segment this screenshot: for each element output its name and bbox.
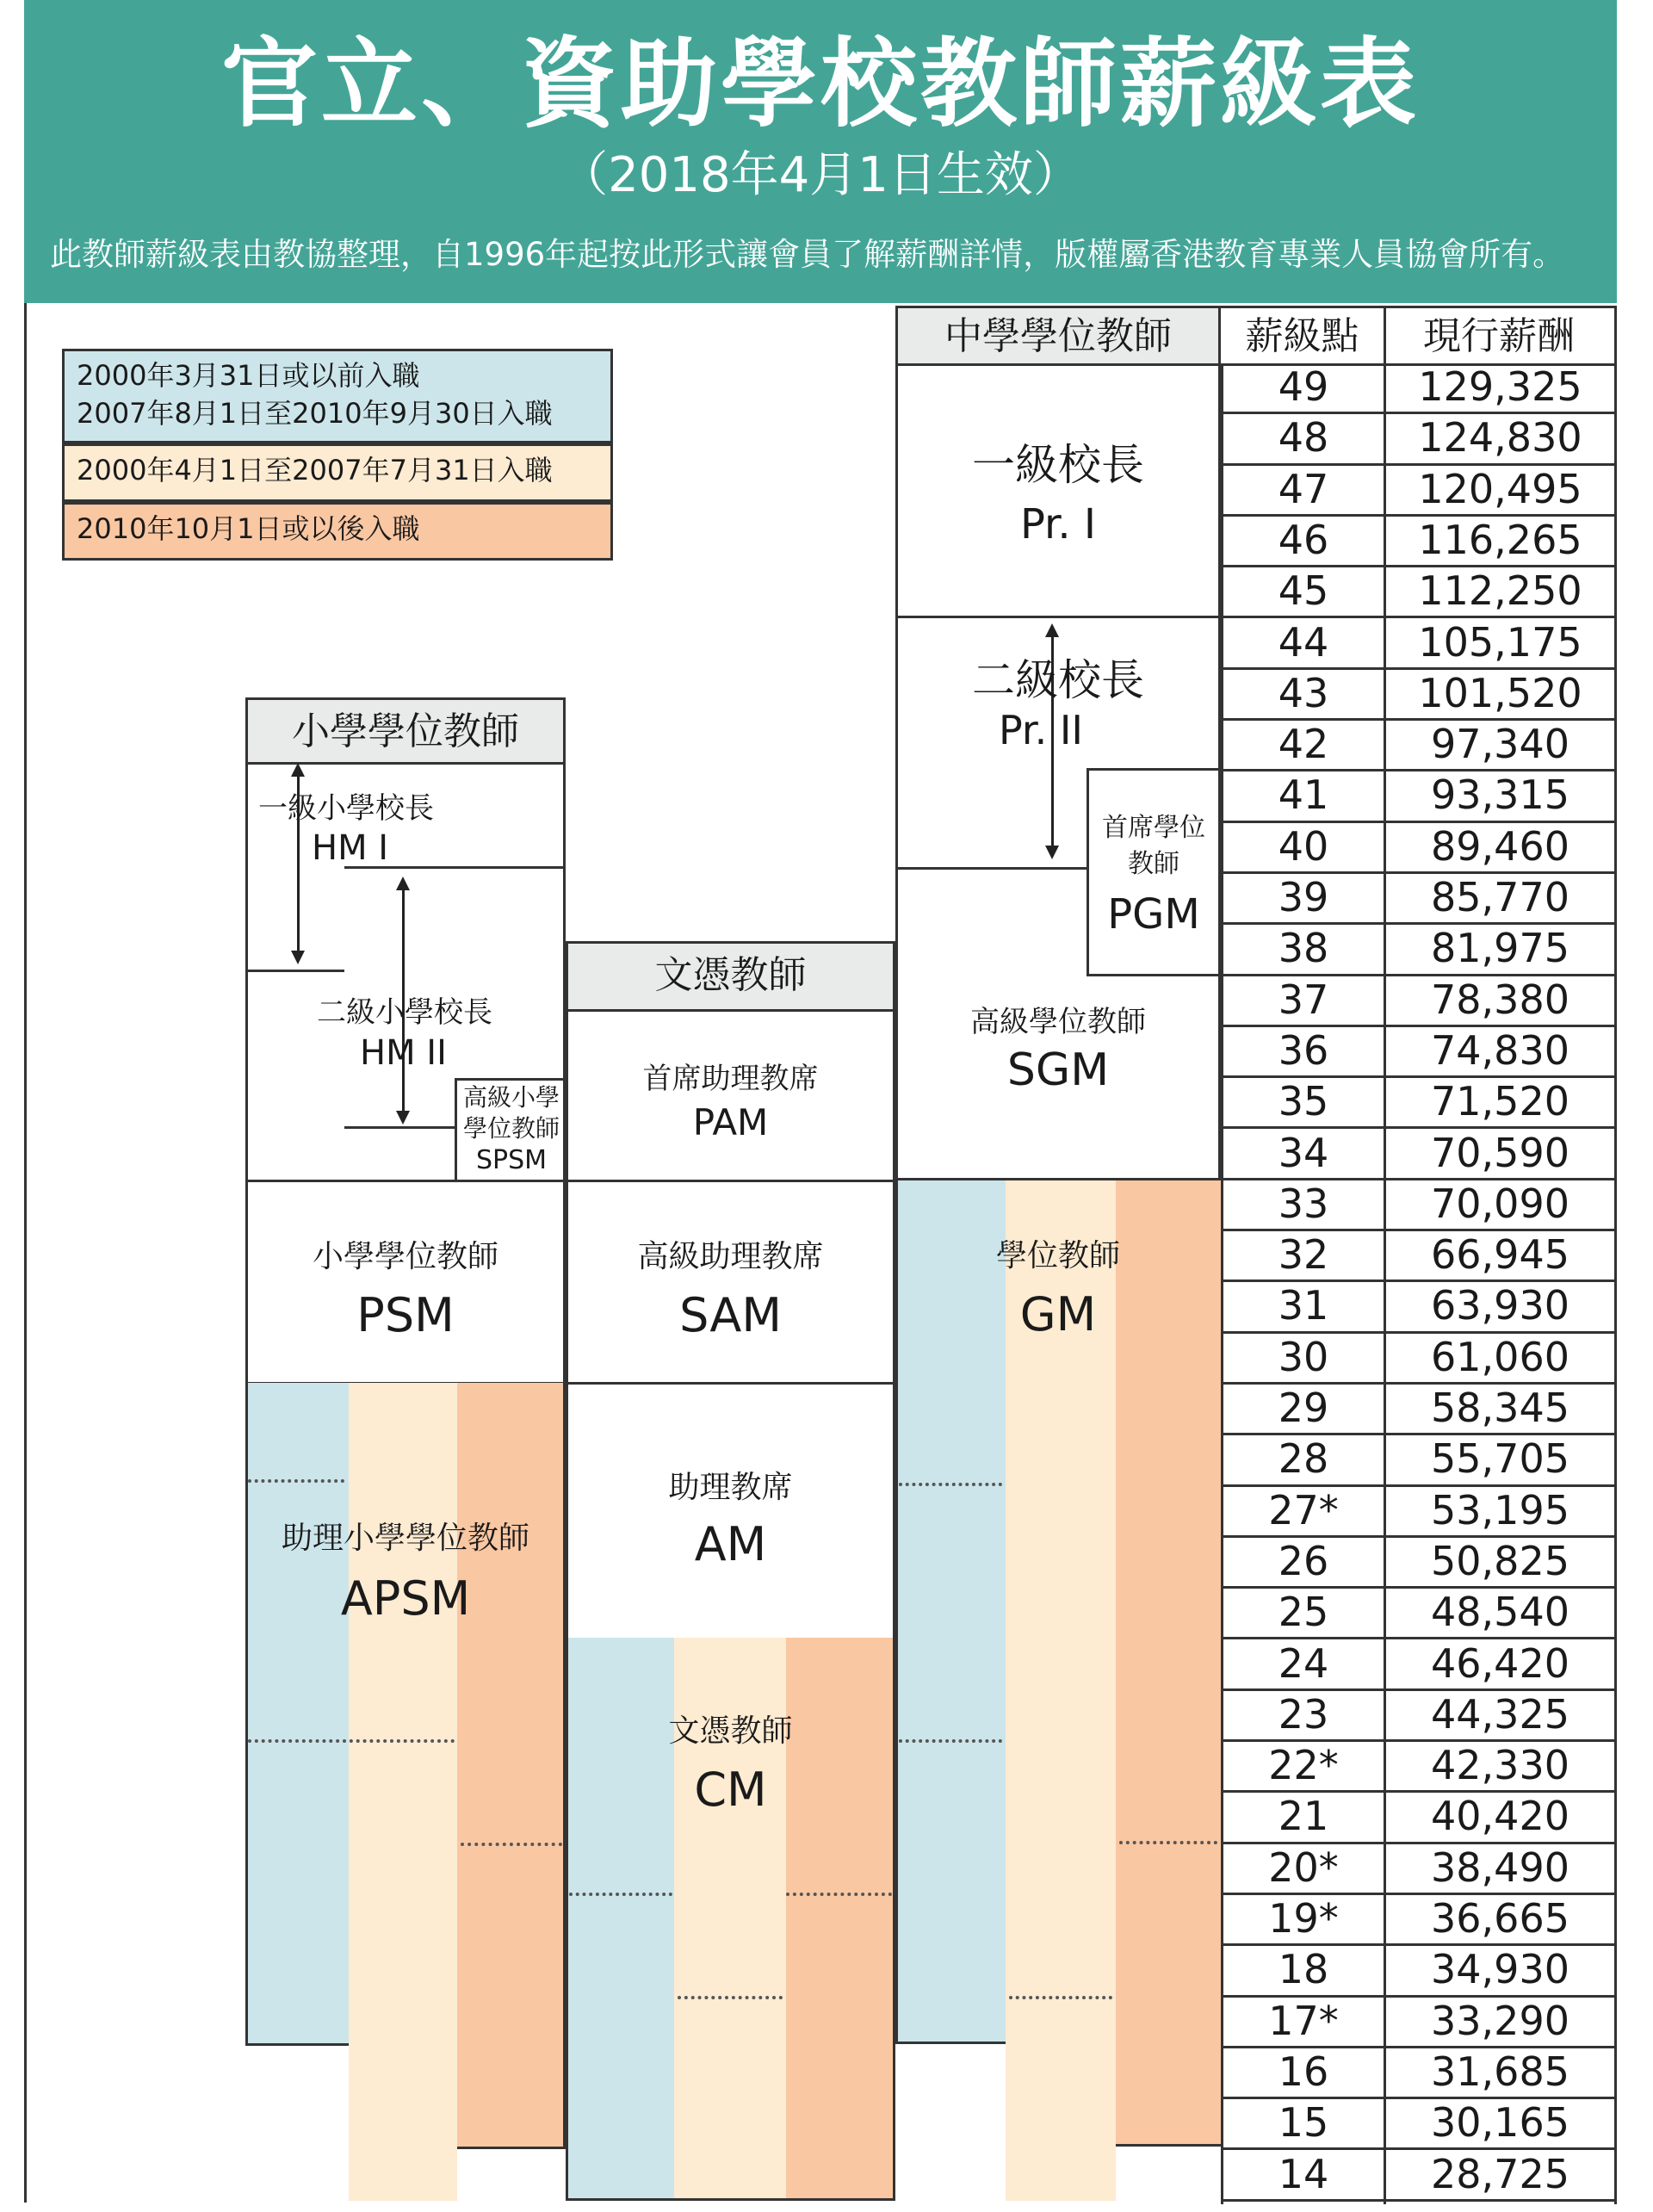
spsm-label-line1: 高級小學 [462, 1083, 560, 1112]
pgm-label-line2: 教師 [1128, 849, 1179, 879]
salary-point-cell: 39 [1223, 874, 1384, 925]
pam-label: 首席助理教席 [642, 1062, 819, 1096]
pr2-code: Pr. II [999, 707, 1083, 753]
gm-code: GM [1019, 1287, 1097, 1341]
secondary-column-header [895, 306, 1221, 366]
legend-text: 2010年10月1日或以後入職 [77, 512, 420, 545]
apsm-label: 助理小學學位教師 [281, 1521, 529, 1556]
legend-item-orange [62, 502, 613, 561]
spsm-code: SPSM [475, 1145, 548, 1175]
pgm-box [1087, 768, 1221, 976]
salary-point-cell: 17* [1223, 1998, 1384, 2048]
salary-amount-cell: 42,330 [1386, 1742, 1614, 1793]
gm-label: 學位教師 [995, 1238, 1120, 1273]
salary-amount-cell: 36,665 [1386, 1895, 1614, 1946]
salary-amount-cell: 85,770 [1386, 874, 1614, 925]
dotted-line [1119, 1841, 1217, 1844]
salary-point-cell: 33 [1223, 1180, 1384, 1231]
sgm-label: 高級學位教師 [970, 1005, 1146, 1039]
sgm-code: SGM [1006, 1044, 1110, 1096]
salary-point-cell: 32 [1223, 1231, 1384, 1282]
dotted-line [1009, 1996, 1112, 1999]
salary-amount-cell: 93,315 [1386, 771, 1614, 822]
salary-amount-cell: 97,340 [1386, 721, 1614, 771]
salary-point-cell: 15 [1223, 2099, 1384, 2150]
salary-point-cell: 29 [1223, 1385, 1384, 1435]
pr2-label: 二級校長 [972, 655, 1144, 705]
apsm-code: APSM [340, 1571, 471, 1626]
salary-amount-cell: 129,325 [1386, 363, 1614, 414]
secondary-column-title: 中學學位教師 [944, 314, 1172, 358]
salary-amount-cell: 44,325 [1386, 1691, 1614, 1742]
salary-point-cell: 36 [1223, 1027, 1384, 1078]
salary-point-cell: 45 [1223, 567, 1384, 618]
pam-code: PAM [692, 1101, 769, 1143]
pgm-label-line1: 首席學位 [1102, 813, 1205, 843]
salary-amount-cell: 70,590 [1386, 1130, 1614, 1180]
am-label: 助理教席 [668, 1470, 793, 1505]
dotted-line [786, 1893, 892, 1896]
salary-point-cell: 46 [1223, 517, 1384, 567]
salary-amount-cell: 81,975 [1386, 925, 1614, 976]
cm-label: 文憑教師 [668, 1713, 793, 1749]
salary-amount-cell: 50,825 [1386, 1538, 1614, 1589]
dotted-line [678, 1996, 783, 1999]
page-title: 官立、資助學校教師薪級表 [221, 28, 1420, 140]
legend-text: 2007年8月1日至2010年9月30日入職 [77, 397, 553, 430]
sam-label: 高級助理教席 [637, 1239, 824, 1274]
divider [895, 867, 1087, 870]
effective-date: （2018年4月1日生效） [560, 147, 1081, 203]
salary-point-cell: 37 [1223, 976, 1384, 1027]
primary-column-title: 小學學位教師 [292, 709, 519, 753]
hm1-code: HM I [312, 828, 389, 868]
hm1-label: 一級小學校長 [258, 791, 434, 826]
psm-label: 小學學位教師 [312, 1239, 498, 1274]
certificated-column-header [566, 941, 895, 1012]
salary-point-cell: 22* [1223, 1742, 1384, 1793]
pgm-code: PGM [1107, 890, 1200, 939]
salary-amount-cell: 34,930 [1386, 1946, 1614, 1997]
divider [245, 970, 344, 972]
divider [566, 2198, 895, 2201]
pr1-box [895, 363, 1221, 618]
spsm-box [455, 1078, 566, 1181]
am-code: AM [694, 1517, 767, 1571]
certificated-column-title: 文憑教師 [654, 953, 807, 997]
salary-point-cell: 16 [1223, 2048, 1384, 2099]
salary-point-cell: 21 [1223, 1793, 1384, 1843]
am-box [566, 1382, 895, 1640]
pr1-label: 一級校長 [972, 440, 1144, 490]
salary-amount-cell: 48,540 [1386, 1589, 1614, 1639]
sam-box [566, 1180, 895, 1385]
dotted-line [248, 1479, 344, 1483]
salary-point-cell: 19* [1223, 1895, 1384, 1946]
salary-amount-cell: 28,725 [1386, 2151, 1614, 2202]
salary-point-cell: 40 [1223, 823, 1384, 874]
pam-box [566, 1009, 895, 1181]
psm-code: PSM [356, 1288, 455, 1342]
primary-column-header [245, 697, 566, 765]
salary-point-cell: 48 [1223, 414, 1384, 465]
salary-point-cell: 28 [1223, 1435, 1384, 1486]
salary-point-cell: 26 [1223, 1538, 1384, 1589]
salary-amount-cell: 46,420 [1386, 1640, 1614, 1691]
salary-point-cell: 30 [1223, 1334, 1384, 1385]
salary-amount-cell: 112,250 [1386, 567, 1614, 618]
dotted-line [248, 1739, 455, 1743]
legend-item-blue [62, 349, 613, 443]
salary-point-cell: 43 [1223, 670, 1384, 721]
salary-point-cell: 49 [1223, 363, 1384, 414]
sam-code: SAM [679, 1288, 782, 1342]
salary-amount-cell: 116,265 [1386, 517, 1614, 567]
salary-point-cell: 14 [1223, 2151, 1384, 2202]
divider [344, 1126, 455, 1129]
dotted-line [569, 1893, 672, 1896]
psm-box [245, 1180, 566, 1385]
legend-item-cream [62, 443, 613, 502]
salary-amount-cell: 78,380 [1386, 976, 1614, 1027]
salary-amount-cell: 101,520 [1386, 670, 1614, 721]
salary-point-cell: 34 [1223, 1130, 1384, 1180]
cm-code: CM [694, 1763, 767, 1817]
salary-amount-cell: 120,495 [1386, 466, 1614, 517]
salary-amount-cell: 74,830 [1386, 1027, 1614, 1078]
salary-amount-cell: 124,830 [1386, 414, 1614, 465]
salary-point-cell: 42 [1223, 721, 1384, 771]
salary-amount-cell: 33,290 [1386, 1998, 1614, 2048]
point-header [1221, 306, 1386, 366]
salary-amount-cell: 89,460 [1386, 823, 1614, 874]
salary-amount-cell: 53,195 [1386, 1487, 1614, 1538]
legend-text: 2000年3月31日或以前入職 [77, 359, 420, 392]
salary-amount-cell: 58,345 [1386, 1385, 1614, 1435]
apsm-cream-band [349, 1383, 457, 2201]
salary-amount-cell: 61,060 [1386, 1334, 1614, 1385]
salary-point-cell: 35 [1223, 1078, 1384, 1129]
salary-amount-cell: 70,090 [1386, 1180, 1614, 1231]
salary-header [1384, 306, 1617, 366]
salary-point-cell: 41 [1223, 771, 1384, 822]
salary-point-cell: 25 [1223, 1589, 1384, 1639]
salary-amount-cell: 55,705 [1386, 1435, 1614, 1486]
salary-point-cell: 24 [1223, 1640, 1384, 1691]
salary-amount-cell: 38,490 [1386, 1844, 1614, 1895]
copyright-note: 此教師薪級表由教協整理，自1996年起按此形式讓會員了解薪酬詳情，版權屬香港教育專業人員協會所有。 [50, 236, 1565, 273]
salary-header-label: 現行薪酬 [1423, 314, 1575, 358]
salary-point-cell: 23 [1223, 1691, 1384, 1742]
apsm-orange-band [457, 1383, 566, 2149]
salary-amount-cell: 40,420 [1386, 1793, 1614, 1843]
hm2-code: HM II [360, 1033, 447, 1073]
salary-amount-cell: 31,685 [1386, 2048, 1614, 2099]
salary-point-cell: 18 [1223, 1946, 1384, 1997]
salary-amount-cell: 105,175 [1386, 619, 1614, 670]
spsm-label-line2: 學位教師 [462, 1114, 560, 1143]
salary-point-cell: 27* [1223, 1487, 1384, 1538]
dotted-line [899, 1739, 1002, 1743]
salary-amount-cell: 71,520 [1386, 1078, 1614, 1129]
point-header-label: 薪級點 [1245, 314, 1359, 358]
salary-table [1221, 363, 1617, 2204]
salary-amount-cell: 66,945 [1386, 1231, 1614, 1282]
salary-amount-cell: 30,165 [1386, 2099, 1614, 2150]
salary-point-cell: 20* [1223, 1844, 1384, 1895]
salary-point-cell: 47 [1223, 466, 1384, 517]
hm2-label: 二級小學校長 [317, 995, 492, 1030]
salary-point-cell: 44 [1223, 619, 1384, 670]
salary-point-cell: 38 [1223, 925, 1384, 976]
pr1-code: Pr. I [1019, 500, 1097, 548]
legend-text: 2000年4月1日至2007年7月31日入職 [77, 454, 553, 486]
salary-amount-cell: 63,930 [1386, 1282, 1614, 1333]
dotted-line [899, 1483, 1002, 1486]
salary-point-cell: 31 [1223, 1282, 1384, 1333]
dotted-line [461, 1843, 562, 1846]
